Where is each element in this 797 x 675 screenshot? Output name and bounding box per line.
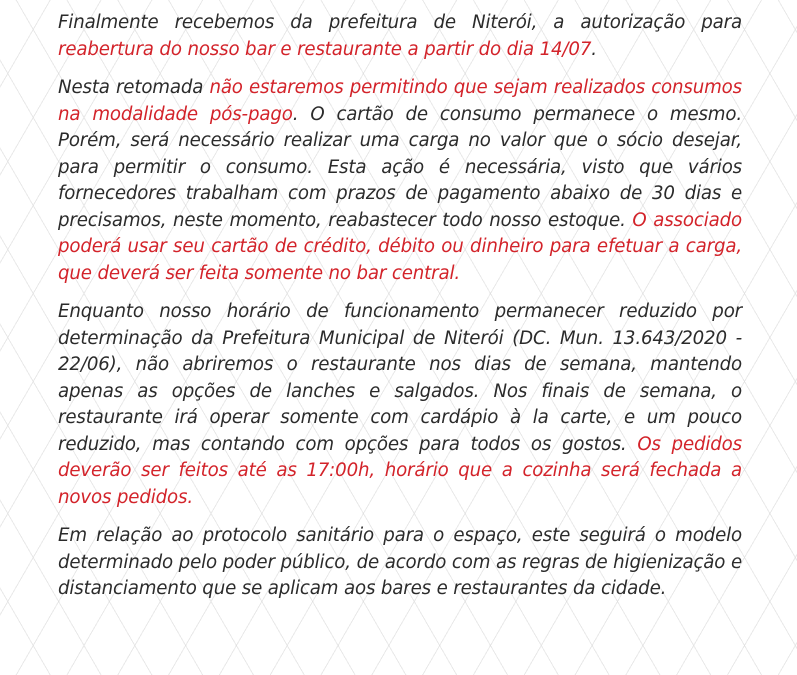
paragraph-sanitary-protocol — [58, 523, 742, 603]
text-segment: . O cartão de consumo permanece o mesmo. Porém, será necessário realizar uma carga no valor que o sócio desejar, para permitir o consumo. Esta ação é necessária, visto que vários fornecedores trabalham com prazos de pagamento abaixo de 30 dias e precisamos, neste momento, reabastecer todo nosso estoque. — [58, 103, 742, 231]
text-segment: . — [591, 38, 597, 60]
paragraph-reopening — [58, 10, 742, 63]
text-segment: Nesta retomada — [58, 77, 210, 98]
text-segment: Finalmente recebemos da prefeitura de Niterói, a autorização para — [58, 12, 742, 33]
paragraph-opening-hours — [58, 299, 742, 511]
paragraph-payment-policy — [58, 75, 742, 287]
text-segment: Em relação ao protocolo sanitário para o espaço, este seguirá o modelo determinado pelo poder público, de acordo com as regras de higienização e distanciamento que se aplicam aos bares e restaurantes da cidade. — [58, 525, 742, 599]
highlighted-text-segment: Os pedidos deverão ser feitos até as 17:00h, horário que a cozinha será fechada a novos pedidos. — [58, 433, 742, 508]
document-body — [58, 10, 742, 615]
text-segment: Enquanto nosso horário de funcionamento permanecer reduzido por determinação da Prefeitura Municipal de Niterói (DC. Mun. 13.643/2020 - 22/06), não abriremos o restaurante nos dias de semana, mantendo apenas as opções de lanches e salgados. Nos finais de semana, o restaurante irá operar somente com cardápio à la carte, e um pouco reduzido, mas contando com opções para todos os gostos. — [58, 301, 742, 455]
highlighted-text-segment: não estaremos permitindo que sejam realizados consumos na modalidade pós-pago — [58, 77, 742, 125]
highlighted-text-segment: O associado poderá usar seu cartão de crédito, débito ou dinheiro para efetuar a carga, que deverá ser feita somente no bar central. — [58, 209, 742, 284]
highlighted-text-segment: reabertura do nosso bar e restaurante a partir do dia 14/07 — [58, 38, 592, 60]
